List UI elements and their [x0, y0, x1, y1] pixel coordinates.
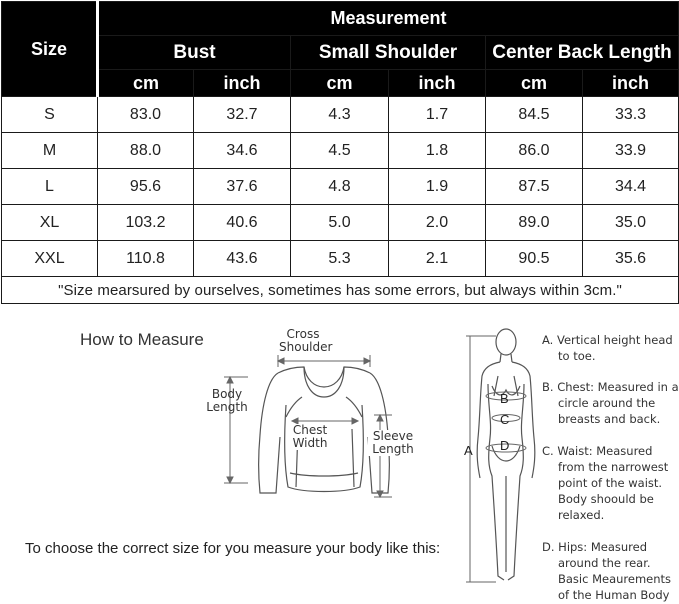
desc-line: Basic Meaurements: [558, 572, 672, 586]
desc-line: breasts and back.: [558, 412, 661, 426]
small-shoulder-header: Small Shoulder: [291, 36, 486, 70]
value-cell: 86.0: [486, 133, 583, 169]
instruction-text: To choose the correct size for you measure your body like this:: [25, 540, 441, 557]
value-cell: 1.9: [389, 169, 486, 205]
value-cell: 34.4: [583, 169, 679, 205]
value-cell: 4.8: [291, 169, 389, 205]
cross-shoulder-label: [279, 327, 333, 354]
description-b: [542, 379, 679, 427]
value-cell: 4.5: [291, 133, 389, 169]
body-letter-b: B: [500, 391, 509, 406]
value-cell: 2.0: [389, 205, 486, 241]
value-cell: 1.7: [389, 97, 486, 133]
value-cell: 87.5: [486, 169, 583, 205]
label-line: Sleeve: [372, 429, 414, 443]
label-line: Shoulder: [279, 340, 333, 354]
unit-header: cm: [291, 70, 389, 97]
value-cell: 110.8: [98, 241, 194, 277]
desc-line: to toe.: [558, 349, 596, 363]
value-cell: 4.3: [291, 97, 389, 133]
value-cell: 89.0: [486, 205, 583, 241]
table-row: [2, 97, 679, 133]
value-cell: 40.6: [194, 205, 291, 241]
value-cell: 33.3: [583, 97, 679, 133]
label-line: Cross: [286, 327, 320, 341]
size-cell: XXL: [2, 241, 98, 277]
label-line: Body: [211, 387, 243, 401]
desc-line: relaxed.: [558, 508, 605, 522]
desc-line: around the rear.: [558, 556, 651, 570]
unit-header: cm: [486, 70, 583, 97]
description-a: [542, 332, 679, 364]
description-c: [542, 443, 679, 523]
desc-line: of the Human Body: [558, 588, 670, 602]
body-letter-c: C: [500, 412, 510, 427]
value-cell: 2.1: [389, 241, 486, 277]
desc-line: Body shoould be: [558, 492, 654, 506]
value-cell: 83.0: [98, 97, 194, 133]
value-cell: 95.6: [98, 169, 194, 205]
value-cell: 35.0: [583, 205, 679, 241]
value-cell: 5.3: [291, 241, 389, 277]
body-letter-d: D: [500, 438, 510, 453]
measurement-header: Measurement: [98, 2, 679, 36]
desc-line: C. Waist: Measured: [542, 444, 653, 458]
bust-header: Bust: [98, 36, 291, 70]
table-row: [2, 205, 679, 241]
how-to-measure-title: How to Measure: [80, 330, 204, 349]
label-line: Length: [372, 442, 414, 456]
body-length-label: [202, 388, 252, 414]
size-cell: L: [2, 169, 98, 205]
body-letter-a: A: [464, 443, 473, 458]
table-row: [2, 169, 679, 205]
size-cell: XL: [2, 205, 98, 241]
value-cell: 103.2: [98, 205, 194, 241]
desc-line: D. Hips: Measured: [542, 540, 648, 554]
size-rows: [2, 97, 679, 277]
value-cell: 43.6: [194, 241, 291, 277]
desc-line: B. Chest: Measured in a: [542, 380, 679, 394]
table-row: [2, 241, 679, 277]
table-row: [2, 133, 679, 169]
measurement-note: "Size mearsured by ourselves, sometimes has some errors, but always within 3cm.": [2, 277, 679, 304]
label-line: Length: [206, 400, 248, 414]
description-d: [542, 539, 679, 603]
sleeve-length-label: [368, 430, 418, 456]
value-cell: 35.6: [583, 241, 679, 277]
desc-line: circle around the: [558, 396, 656, 410]
size-cell: M: [2, 133, 98, 169]
chest-width-label: [286, 424, 334, 450]
size-header: Size: [2, 2, 98, 97]
value-cell: 88.0: [98, 133, 194, 169]
value-cell: 5.0: [291, 205, 389, 241]
center-back-length-header: Center Back Length: [486, 36, 679, 70]
value-cell: 37.6: [194, 169, 291, 205]
value-cell: 34.6: [194, 133, 291, 169]
value-cell: 90.5: [486, 241, 583, 277]
size-cell: S: [2, 97, 98, 133]
unit-header: inch: [389, 70, 486, 97]
unit-header: inch: [194, 70, 291, 97]
label-line: Width: [292, 436, 328, 450]
value-cell: 84.5: [486, 97, 583, 133]
size-chart-table: [1, 1, 679, 304]
desc-line: point of the waist.: [558, 476, 663, 490]
value-cell: 32.7: [194, 97, 291, 133]
unit-header: cm: [98, 70, 194, 97]
desc-line: from the narrowest: [558, 460, 669, 474]
value-cell: 1.8: [389, 133, 486, 169]
label-line: Chest: [292, 423, 328, 437]
human-body-diagram: [462, 326, 542, 592]
desc-line: A. Vertical height head: [542, 333, 673, 347]
value-cell: 33.9: [583, 133, 679, 169]
unit-header: inch: [583, 70, 679, 97]
